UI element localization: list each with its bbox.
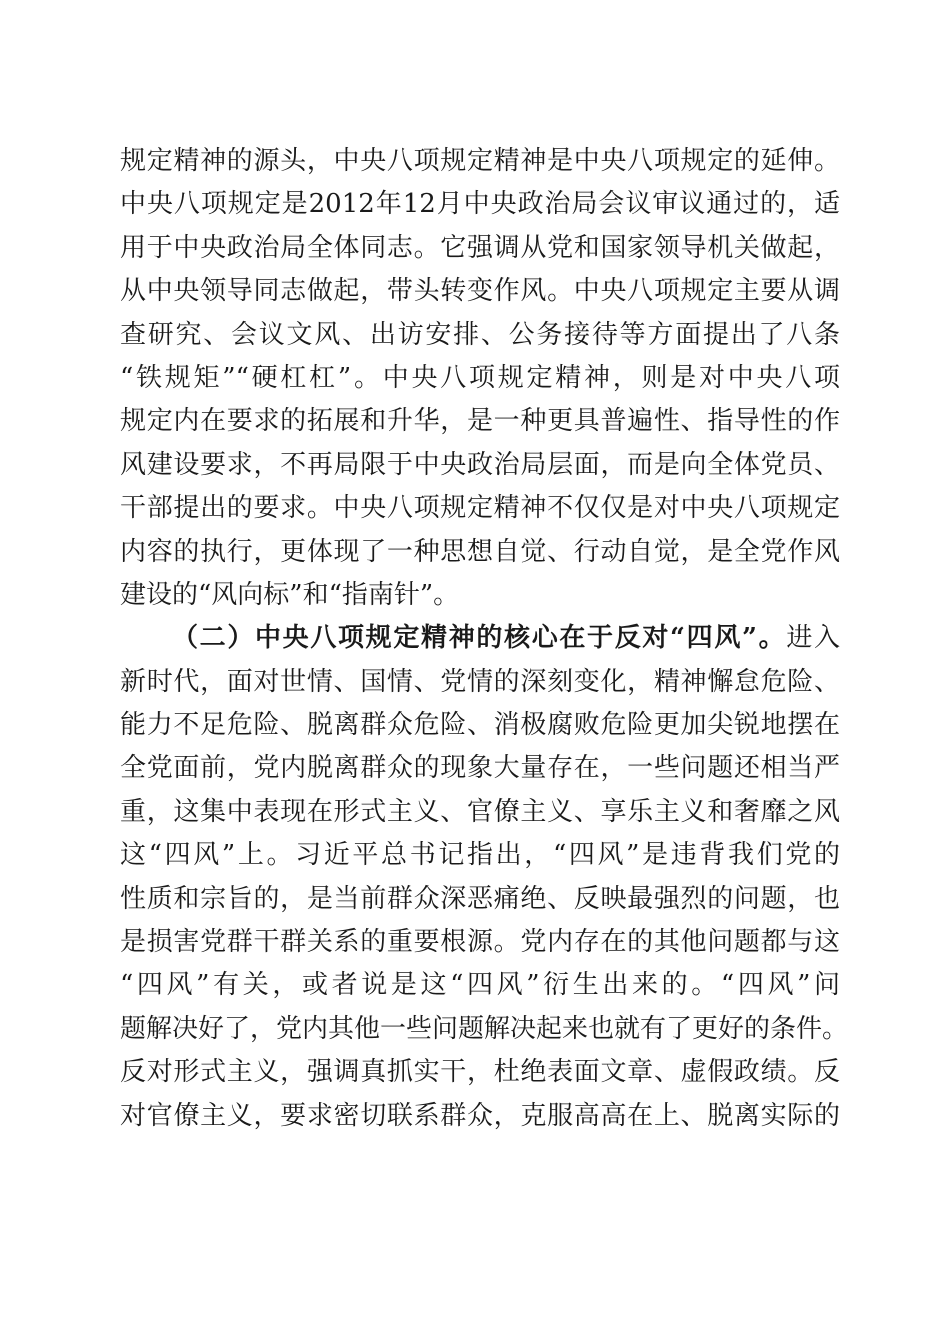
text-line: 新时代，面对世情、国情、党情的深刻变化，精神懈怠危险、 <box>120 666 840 697</box>
text-line: 题解决好了，党内其他一些问题解决起来也就有了更好的条件。 <box>120 1013 849 1044</box>
body-text <box>120 140 849 1138</box>
text-line: 反对形式主义，强调真抓实干，杜绝表面文章、虚假政绩。反 <box>120 1057 840 1088</box>
text-line: 重，这集中表现在形式主义、官僚主义、享乐主义和奢靡之风 <box>120 796 840 827</box>
text-line: 从中央领导同志做起，带头转变作风。中央八项规定主要从调 <box>120 276 840 307</box>
text-line: 建设的“风向标”和“指南针”。 <box>120 579 460 610</box>
text-line: 对官僚主义，要求密切联系群众，克服高高在上、脱离实际的 <box>120 1100 840 1131</box>
text-line: 用于中央政治局全体同志。它强调从党和国家领导机关做起， <box>120 232 840 263</box>
text-line: “铁规矩”“硬杠杠”。中央八项规定精神，则是对中央八项 <box>120 362 840 393</box>
text-line: 风建设要求，不再局限于中央政治局层面，而是向全体党员、 <box>120 449 840 480</box>
text-line: 中央八项规定是2012年12月中央政治局会议审议通过的，适 <box>120 189 840 220</box>
text-line: 是损害党群干群关系的重要根源。党内存在的其他问题都与这 <box>120 927 840 958</box>
section-heading: （二）中央八项规定精神的核心在于反对“四风”。 <box>172 623 787 654</box>
text-line: 全党面前，党内脱离群众的现象大量存在，一些问题还相当严 <box>120 753 840 784</box>
text-line: 这“四风”上。习近平总书记指出，“四风”是违背我们党的 <box>120 840 840 871</box>
text-line: “四风”有关，或者说是这“四风”衍生出来的。“四风”问 <box>120 970 840 1001</box>
text-line: 规定内在要求的拓展和升华，是一种更具普遍性、指导性的作 <box>120 406 840 437</box>
text-line: 性质和宗旨的，是当前群众深恶痛绝、反映最强烈的问题，也 <box>120 883 840 914</box>
text-line: 内容的执行，更体现了一种思想自觉、行动自觉，是全党作风 <box>120 536 840 567</box>
text-line: 规定精神的源头，中央八项规定精神是中央八项规定的延伸。 <box>120 146 840 176</box>
text-line: 能力不足危险、脱离群众危险、消极腐败危险更加尖锐地摆在 <box>120 710 840 741</box>
section-heading-line <box>120 617 840 660</box>
text-line: 干部提出的要求。中央八项规定精神不仅仅是对中央八项规定 <box>120 493 840 524</box>
text-line: 查研究、会议文风、出访安排、公务接待等方面提出了八条 <box>120 319 840 350</box>
heading-tail: 进入 <box>786 623 840 654</box>
